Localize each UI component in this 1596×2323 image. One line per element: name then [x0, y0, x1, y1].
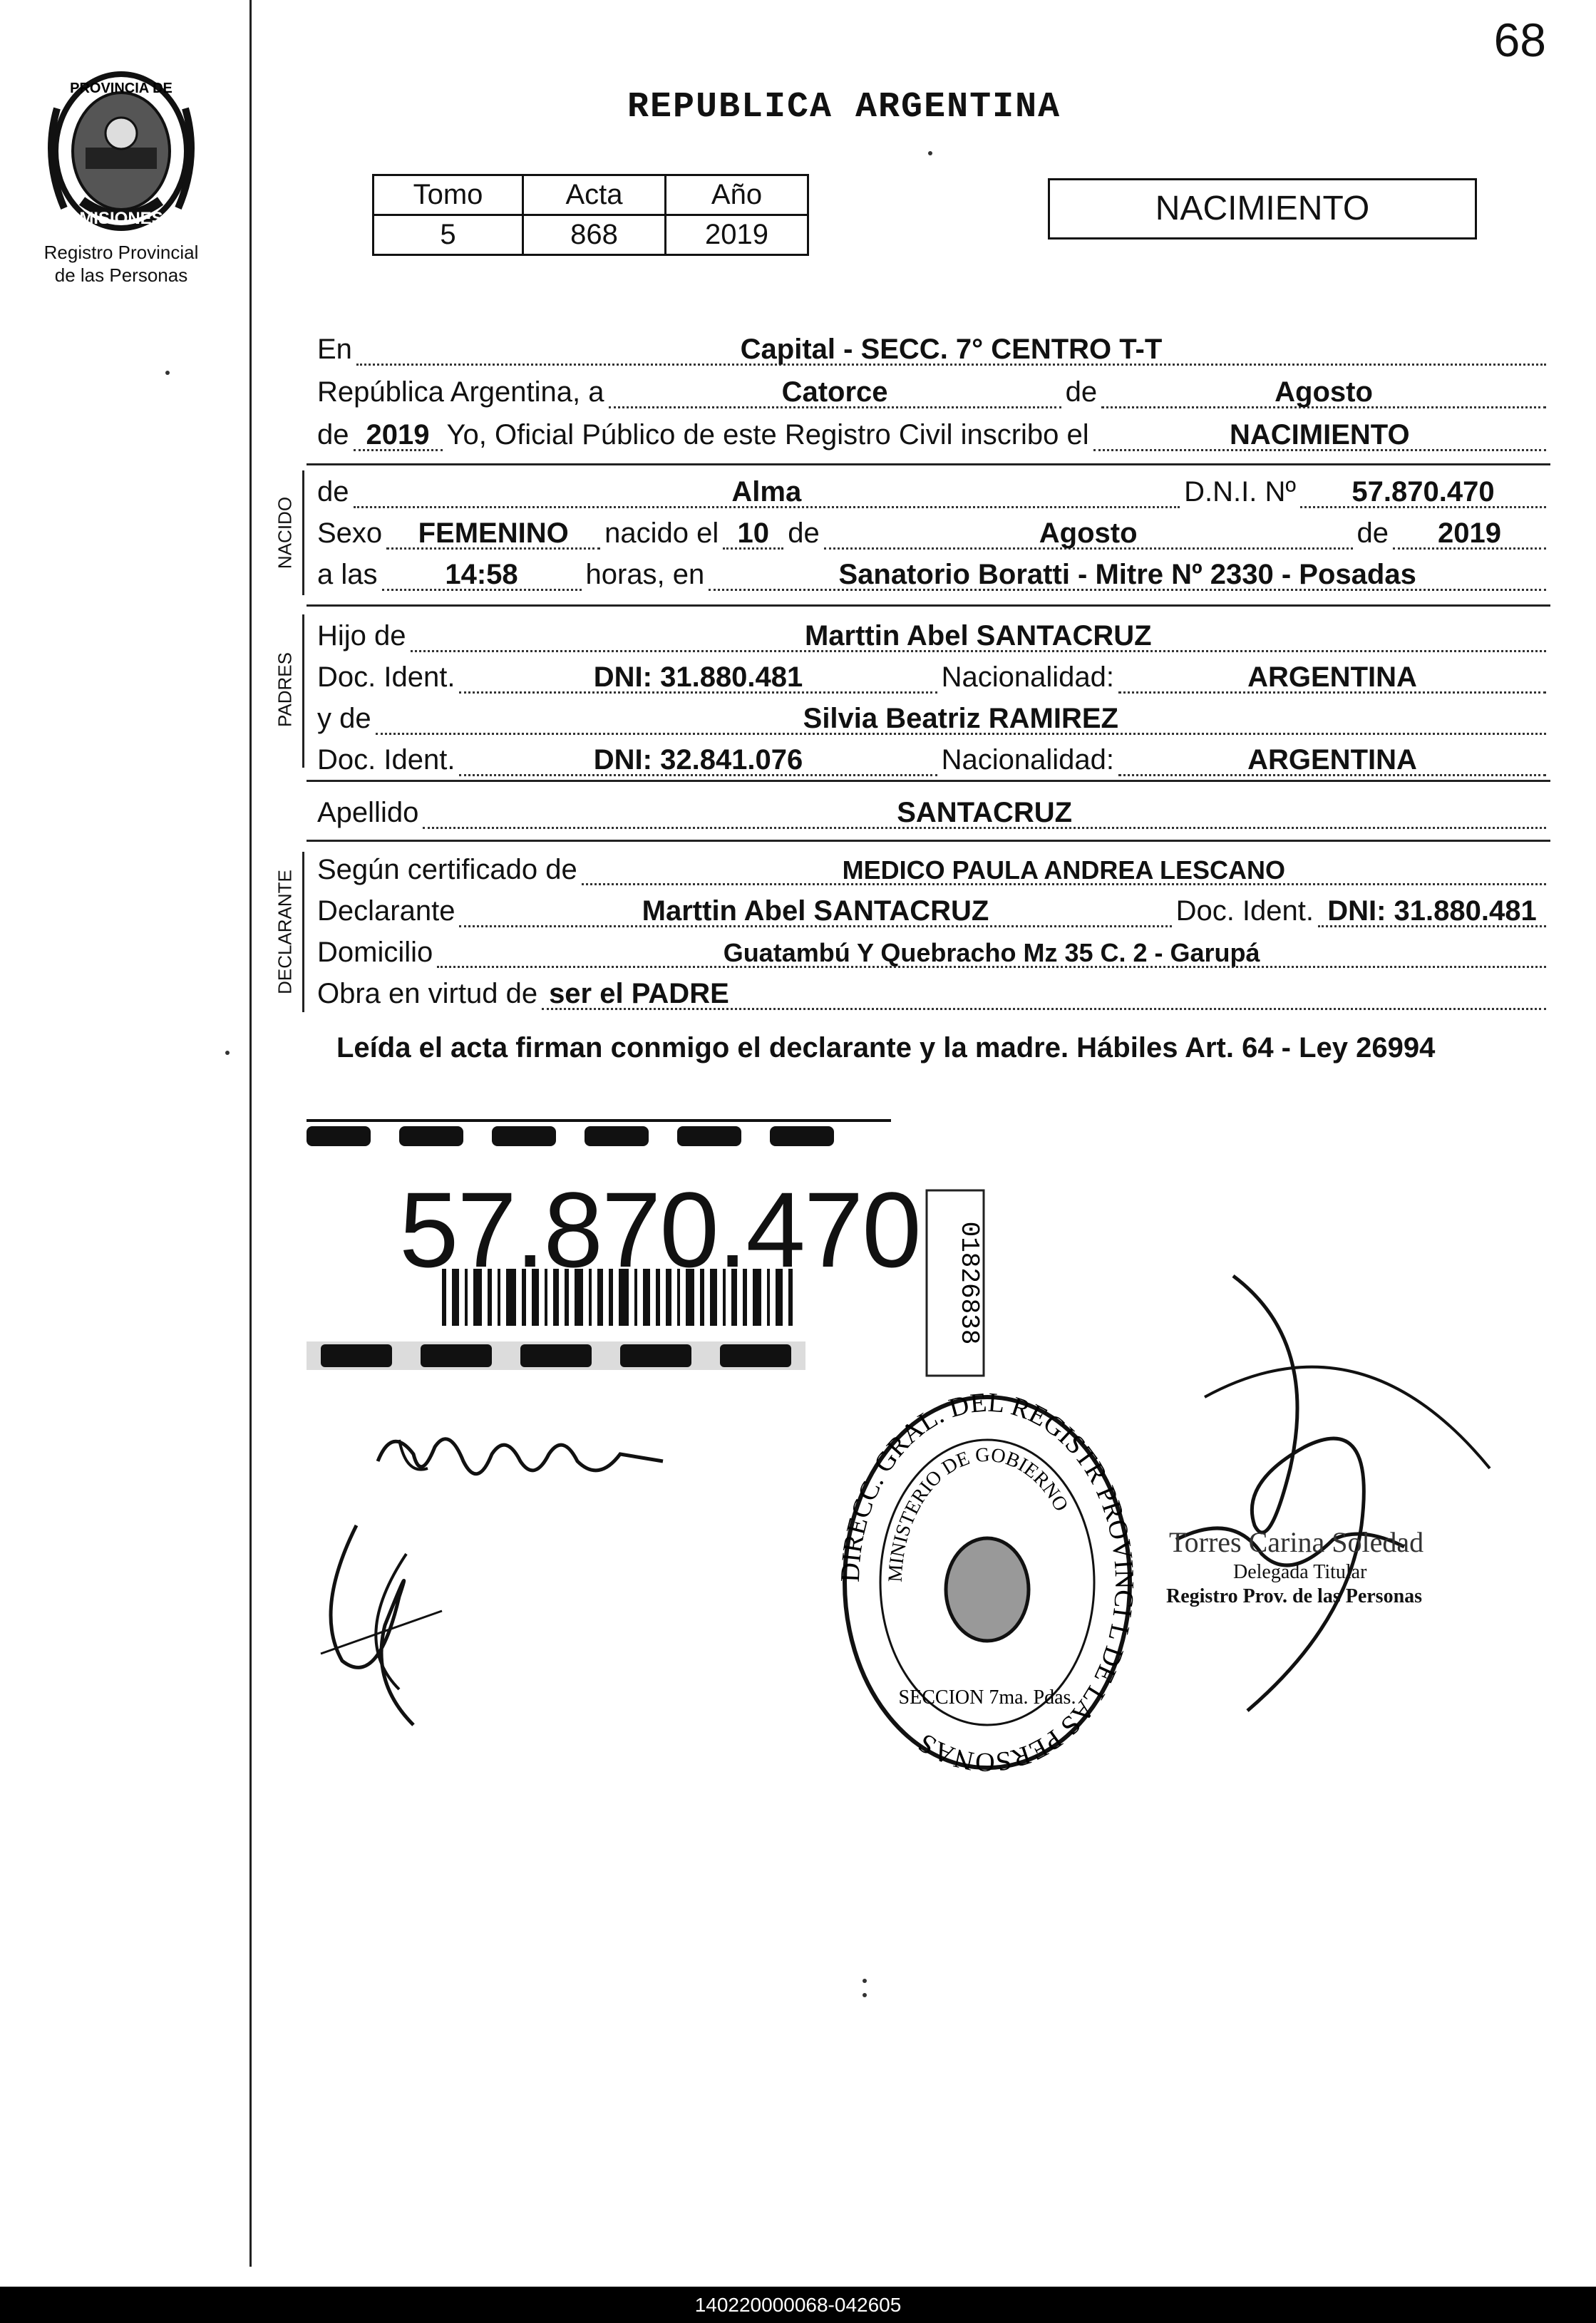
section-rule-2	[307, 604, 1550, 607]
seal-outer-text: DIRECC. GRAL. DEL REGISTR PROVINCI L DE LAS PERSONAS	[835, 1387, 1140, 1778]
stray-mark	[165, 371, 170, 375]
mother-nat-value: ARGENTINA	[1118, 746, 1546, 776]
register-header-tomo: Tomo	[374, 175, 523, 215]
mother-doc-label: Doc. Ident.	[317, 744, 455, 776]
born-month-value: Agosto	[824, 519, 1353, 550]
logo-caption-line2: de las Personas	[54, 264, 188, 286]
republic-label: República Argentina, a	[317, 376, 604, 408]
mother-signature-image	[299, 1511, 470, 1739]
barcode-serial-strip	[920, 1183, 991, 1383]
barcode-number: 57.870.470	[399, 1170, 920, 1289]
act-type-box: NACIMIENTO	[1048, 178, 1477, 239]
born-year-value: 2019	[1393, 519, 1546, 550]
declarante-label: Declarante	[317, 895, 455, 927]
register-table	[372, 174, 809, 256]
surname-label: Apellido	[317, 797, 419, 828]
misiones-shield-logo	[29, 66, 214, 237]
surname-row	[317, 797, 1550, 829]
declarante-section-label: DECLARANTE	[274, 870, 296, 994]
section-rule-4	[307, 840, 1550, 842]
yde-label: y de	[317, 703, 371, 734]
intro-row-place	[317, 334, 1550, 366]
declarant-row-address	[317, 937, 1550, 969]
declarant-name-value: Marttin Abel SANTACRUZ	[459, 897, 1171, 927]
father-nat-value: ARGENTINA	[1118, 663, 1546, 694]
declarant-signature-image	[371, 1411, 670, 1511]
logo-caption-line1: Registro Provincial	[43, 242, 199, 263]
register-header-acta: Acta	[523, 175, 666, 215]
parents-row-mother-doc	[317, 744, 1550, 776]
sticker-top-pattern	[307, 1119, 891, 1146]
mother-doc-value: DNI: 32.841.076	[459, 746, 937, 776]
inscribo-text: Yo, Oficial Público de este Registro Civil inscribo el	[446, 419, 1089, 450]
serial-number-text: 01826838	[954, 1221, 984, 1345]
declarant-row-reason	[317, 978, 1550, 1010]
mother-nat-label: Nacionalidad:	[941, 744, 1114, 776]
father-name-value: Marttin Abel SANTACRUZ	[411, 622, 1546, 652]
born-day-value: 10	[723, 519, 783, 550]
serial-strip-graphic	[920, 1183, 991, 1383]
register-header-row	[374, 175, 808, 215]
born-row-sex	[317, 517, 1550, 550]
nacido-section-label: NACIDO	[274, 496, 296, 570]
month-value: Agosto	[1101, 378, 1546, 408]
stray-mark	[863, 1979, 867, 1983]
father-doc-value: DNI: 31.880.481	[459, 663, 937, 694]
declarant-doc-value: DNI: 31.880.481	[1318, 897, 1546, 927]
parents-row-mother	[317, 703, 1550, 735]
born-row-name	[317, 476, 1550, 508]
father-doc-label: Doc. Ident.	[317, 661, 455, 693]
page-number: 68	[1493, 14, 1546, 66]
register-header-anio: Año	[666, 175, 808, 215]
father-nat-label: Nacionalidad:	[941, 661, 1114, 693]
officer-name: Torres Carina Soledad	[1169, 1526, 1424, 1558]
surname-value: SANTACRUZ	[423, 798, 1546, 829]
register-value-anio: 2019	[666, 215, 808, 255]
de-label-2: de	[317, 419, 349, 450]
document-id-footer: 140220000068-042605	[0, 2287, 1596, 2323]
born-de-label: de	[317, 476, 349, 508]
cert-value: MEDICO PAULA ANDREA LESCANO	[582, 857, 1546, 885]
stray-mark	[863, 1993, 867, 1997]
seal-bottom-text: SECCION 7ma. Pdas.	[898, 1686, 1076, 1709]
seal-inner-text: MINISTERIO DE GOBIERNO	[884, 1443, 1073, 1583]
intro-row-year	[317, 419, 1550, 451]
register-value-row	[374, 215, 808, 255]
left-margin-line	[249, 0, 252, 2267]
dni-label: D.N.I. Nº	[1184, 476, 1296, 508]
domicilio-label: Domicilio	[317, 937, 433, 968]
born-name-value: Alma	[354, 478, 1180, 508]
en-label: En	[317, 334, 352, 365]
born-row-time	[317, 559, 1550, 591]
officer-role: Delegada Titular	[1233, 1561, 1367, 1583]
horas-label: horas, en	[585, 559, 705, 590]
logo-text-bottom: MISIONES	[79, 209, 163, 228]
logo-text-top: PROVINCIA DE	[70, 81, 173, 96]
act-value: NACIMIENTO	[1093, 421, 1546, 451]
alas-label: a las	[317, 559, 378, 590]
declarant-row-cert	[317, 854, 1550, 886]
sexo-label: Sexo	[317, 517, 383, 549]
register-value-acta: 868	[523, 215, 666, 255]
closing-note: Leída el acta firman conmigo el declarante y la madre. Hábiles Art. 64 - Ley 26994	[336, 1032, 1436, 1063]
nacido-section-bar	[302, 470, 304, 595]
born-time-value: 14:58	[382, 560, 582, 591]
year-value: 2019	[354, 421, 443, 451]
day-words-value: Catorce	[609, 378, 1061, 408]
sex-value: FEMENINO	[386, 519, 600, 550]
stray-mark	[225, 1051, 230, 1055]
declarant-row-name	[317, 895, 1550, 927]
padres-section-label: PADRES	[274, 652, 296, 727]
born-dni-value: 57.870.470	[1300, 478, 1546, 508]
hijo-label: Hijo de	[317, 620, 406, 651]
declarant-doc-label: Doc. Ident.	[1175, 895, 1314, 927]
padres-section-bar	[302, 614, 304, 768]
reason-value: ser el PADRE	[542, 979, 1546, 1010]
nacido-label: nacido el	[604, 517, 719, 549]
born-de-label-2: de	[788, 517, 820, 549]
register-value-tomo: 5	[374, 215, 523, 255]
parents-row-father-doc	[317, 661, 1550, 694]
mother-name-value: Silvia Beatriz RAMIREZ	[376, 704, 1546, 735]
official-seal	[830, 1383, 1144, 1782]
obra-label: Obra en virtud de	[317, 978, 538, 1009]
place-value: Capital - SECC. 7° CENTRO T-T	[356, 335, 1546, 366]
logo-caption	[21, 241, 221, 287]
de-label: de	[1065, 376, 1098, 408]
province-logo	[29, 66, 214, 240]
sticker-bottom-pattern	[307, 1341, 805, 1370]
intro-row-date	[317, 376, 1550, 408]
declarante-section-bar	[302, 852, 304, 1012]
cert-label: Según certificado de	[317, 854, 577, 885]
stray-mark	[928, 151, 932, 155]
born-place-value: Sanatorio Boratti - Mitre Nº 2330 - Posadas	[709, 560, 1546, 591]
document-title: REPUBLICA ARGENTINA	[627, 87, 1061, 128]
address-value: Guatambú Y Quebracho Mz 35 C. 2 - Garupá	[437, 940, 1546, 968]
section-rule-3	[307, 780, 1550, 782]
section-rule-1	[307, 463, 1550, 465]
born-de-label-3: de	[1356, 517, 1389, 549]
officer-office: Registro Prov. de las Personas	[1166, 1585, 1423, 1607]
parents-row-father	[317, 620, 1550, 652]
officer-signature-image	[1148, 1255, 1518, 1725]
